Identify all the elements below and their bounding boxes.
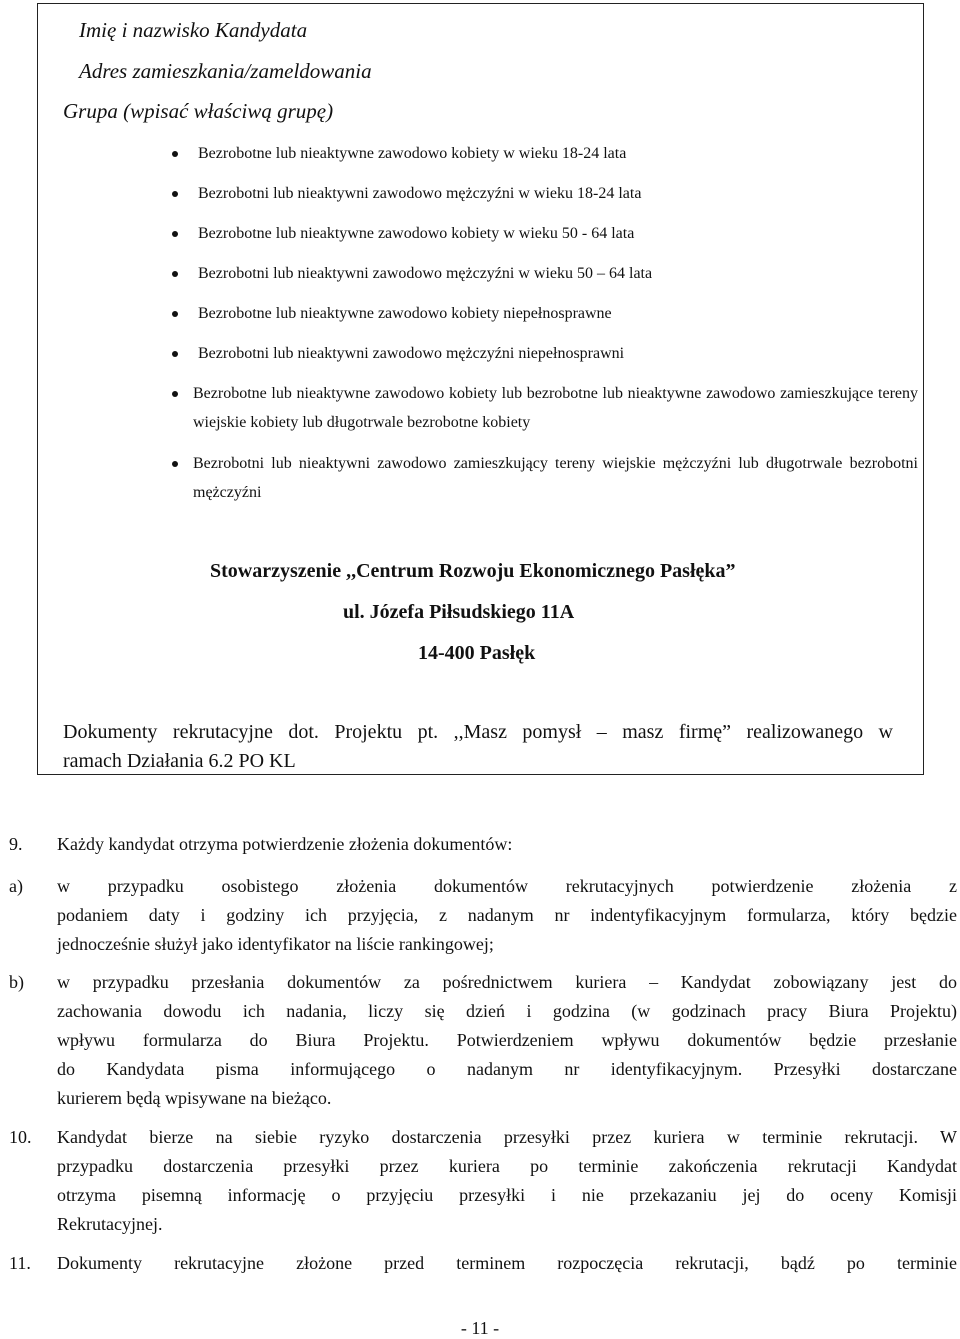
project-documents-note: Dokumenty rekrutacyjne dot. Projektu pt. ,,Masz pomysł – masz firmę” realizowanego w ramach Działania 6.2 PO KL xyxy=(63,721,893,772)
bullet-icon xyxy=(172,351,178,357)
candidate-form-box xyxy=(37,3,924,775)
group-option-6: Bezrobotni lub nieaktywni zawodowo mężczyźni niepełnosprawni xyxy=(198,339,758,368)
address-label: Adres zamieszkania/zameldowania xyxy=(79,59,372,83)
organization-name: Stowarzyszenie ,,Centrum Rozwoju Ekonomicznego Pasłęka” xyxy=(210,560,736,582)
bullet-icon xyxy=(172,461,178,467)
item-a-text: w przypadku osobistego złożenia dokumentów rekrutacyjnych potwierdzenie złożenia z podaniem daty i godziny ich przyjęcia, z nadanym nr indentyfikacyjnym formularza, który będzie jednocześnie służył jako identyfikator na liście rankingowej; xyxy=(57,876,957,954)
bullet-icon xyxy=(172,231,178,237)
item-a-marker: a) xyxy=(9,876,23,896)
bullet-icon xyxy=(172,271,178,277)
organization-city: 14-400 Pasłęk xyxy=(418,642,536,664)
page-number: - 11 - xyxy=(460,1318,500,1338)
bullet-icon xyxy=(172,151,178,157)
bullet-icon xyxy=(172,191,178,197)
section-9-heading: Każdy kandydat otrzyma potwierdzenie złożenia dokumentów: xyxy=(57,834,513,854)
group-option-3: Bezrobotne lub nieaktywne zawodowo kobiety w wieku 50 - 64 lata xyxy=(198,219,758,248)
group-option-2: Bezrobotni lub nieaktywni zawodowo mężczyźni w wieku 18-24 lata xyxy=(198,179,758,208)
section-10-text: Kandydat bierze na siebie ryzyko dostarczenia przesyłki przez kuriera w terminie rekrutacji. W przypadku dostarczenia przesyłki przez kuriera po terminie zakończenia rekrutacji Kandydat otrzyma pisemną informację o przyjęciu przesyłki i nie przekazaniu jej do oceny Komisji Rekrutacyjnej. xyxy=(57,1127,957,1234)
candidate-name-label: Imię i nazwisko Kandydata xyxy=(79,18,308,42)
group-option-4: Bezrobotni lub nieaktywni zawodowo mężczyźni w wieku 50 – 64 lata xyxy=(198,259,798,288)
group-option-1: Bezrobotne lub nieaktywne zawodowo kobiety w wieku 18-24 lata xyxy=(198,139,758,168)
section-10-number: 10. xyxy=(9,1127,32,1147)
item-b-text: w przypadku przesłania dokumentów za pośrednictwem kuriera – Kandydat zobowiązany jest do zachowania dowodu ich nadania, liczy się dzień i godzina (w godzinach pracy Biura Projektu) wpływu formularza do Biura Projektu. Potwierdzeniem wpływu dokumentów będzie przesłanie do Kandydata pisma informującego o nadanym nr identyfikacyjnym. Przesyłki dostarczane kurierem będą wpisywane na bieżąco. xyxy=(57,972,957,1108)
organization-street: ul. Józefa Piłsudskiego 11A xyxy=(343,601,575,623)
section-11-number: 11. xyxy=(9,1253,31,1273)
section-9-number: 9. xyxy=(9,834,23,854)
group-option-7: Bezrobotne lub nieaktywne zawodowo kobiety lub bezrobotne lub nieaktywne zawodowo zamieszkujące tereny wiejskie kobiety lub długotrwale bezrobotne kobiety xyxy=(193,379,918,437)
group-option-8: Bezrobotni lub nieaktywni zawodowo zamieszkujący tereny wiejskie mężczyźni lub długotrwale bezrobotni mężczyźni xyxy=(193,449,918,507)
bullet-icon xyxy=(172,311,178,317)
bullet-icon xyxy=(172,391,178,397)
group-label: Grupa (wpisać właściwą grupę) xyxy=(63,99,334,123)
group-option-5: Bezrobotne lub nieaktywne zawodowo kobiety niepełnosprawne xyxy=(198,299,758,328)
item-b-marker: b) xyxy=(9,972,24,992)
section-11-text: Dokumenty rekrutacyjne złożone przed terminem rozpoczęcia rekrutacji, bądź po terminie xyxy=(57,1253,957,1273)
